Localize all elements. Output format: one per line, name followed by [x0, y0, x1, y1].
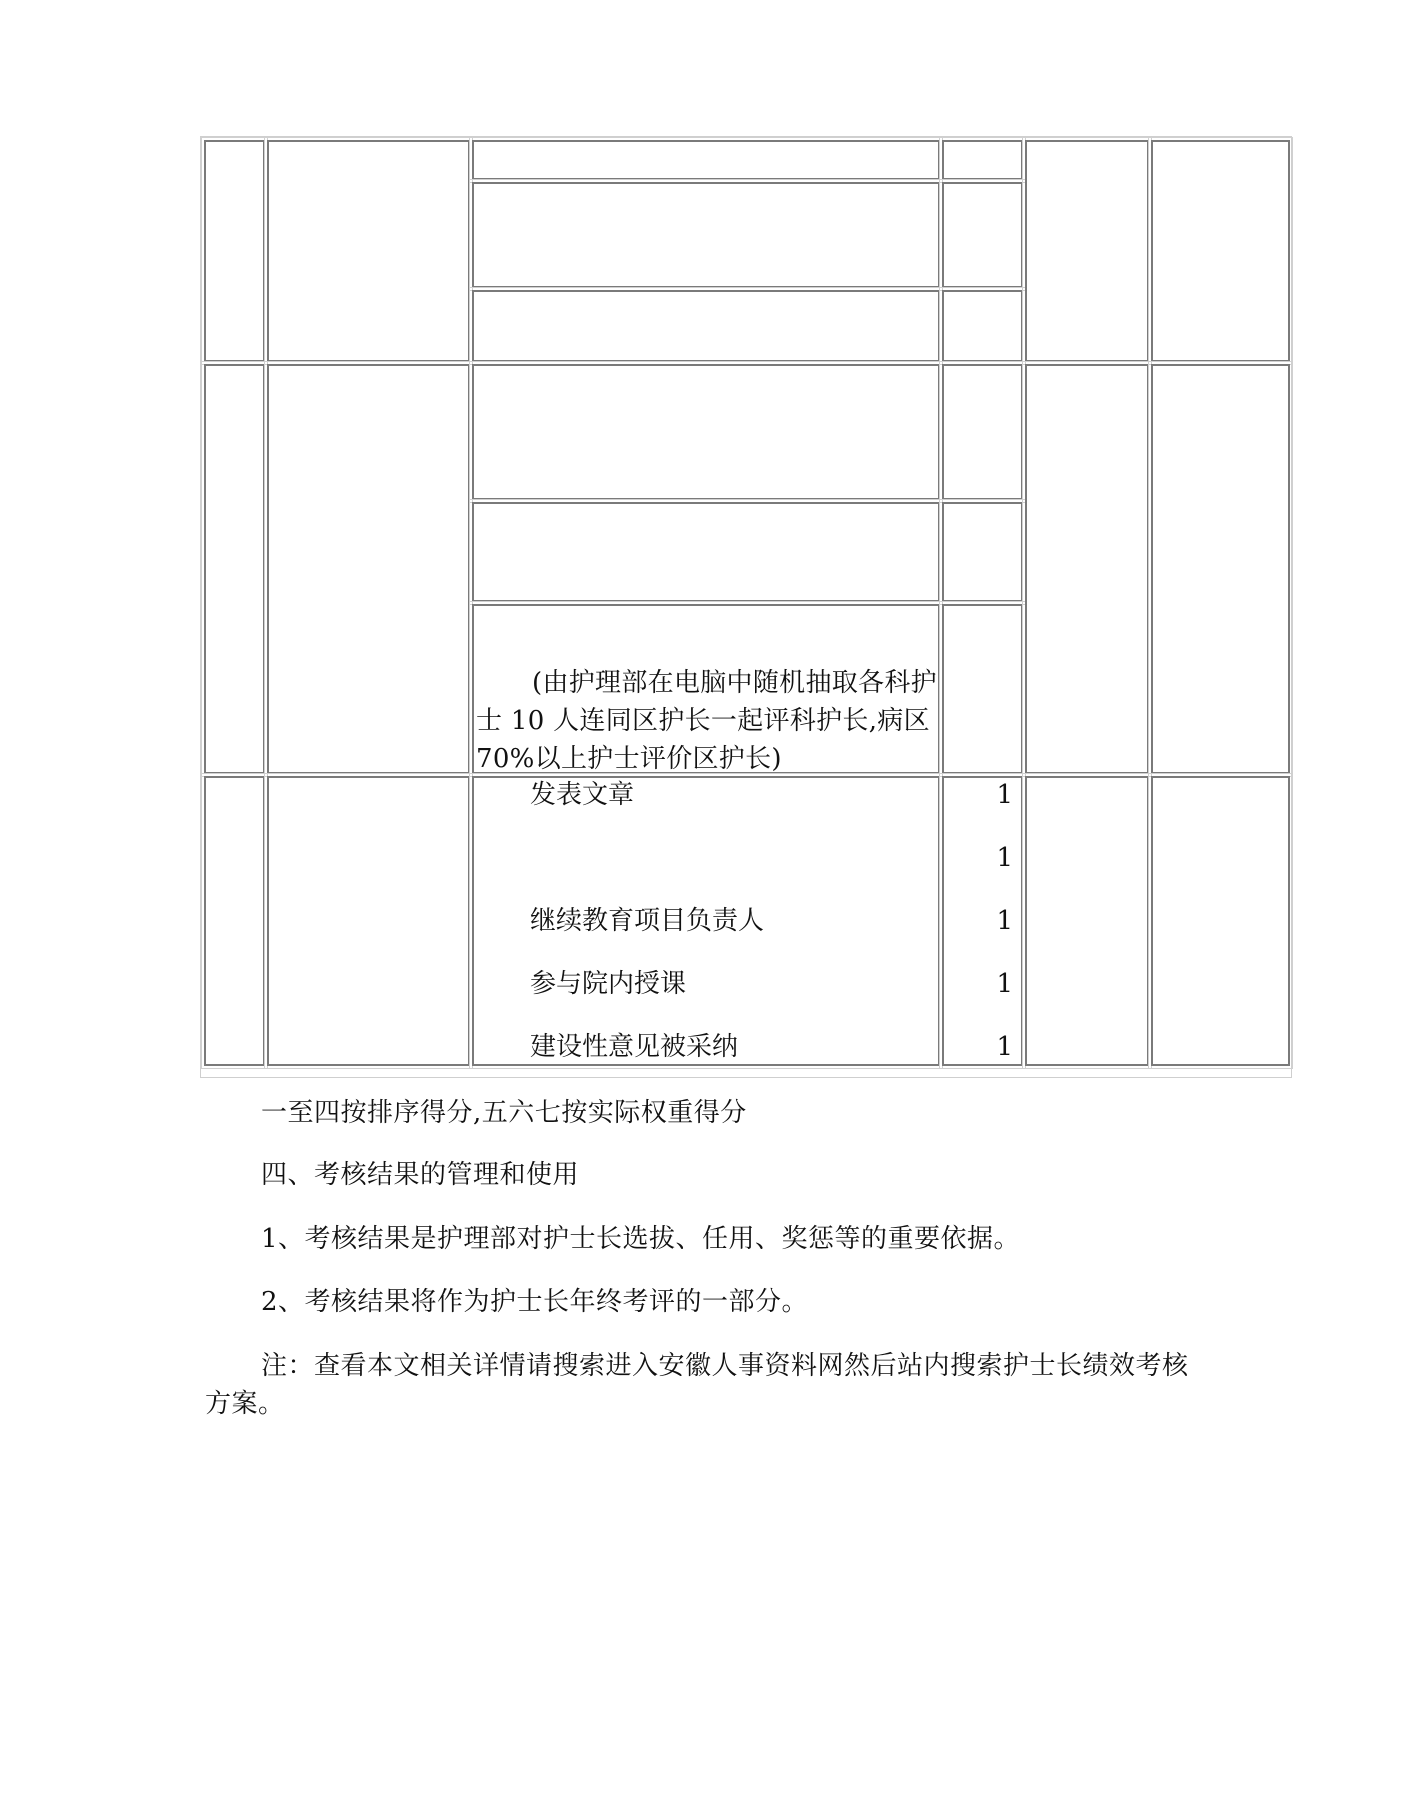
item-label: 发表文章 — [530, 780, 635, 810]
item-score: 1 — [996, 843, 1013, 873]
table-cell — [942, 290, 1023, 362]
item-label: 继续教育项目负责人 — [530, 906, 765, 936]
table-cell — [1025, 364, 1149, 774]
table-cell-note — [472, 604, 940, 774]
table-cell — [267, 776, 470, 1066]
section-heading: 四、考核结果的管理和使用 — [261, 1160, 580, 1190]
item-score: 1 — [996, 969, 1013, 999]
item-score: 1 — [996, 1032, 1013, 1062]
table-cell — [1151, 776, 1290, 1066]
table-cell — [942, 604, 1023, 774]
table-cell-items — [472, 776, 940, 1066]
item-score: 1 — [996, 780, 1013, 810]
table-cell — [1025, 776, 1149, 1066]
paragraph: 2、考核结果将作为护士长年终考评的一部分。 — [261, 1287, 809, 1317]
table-cell — [1151, 140, 1290, 362]
table-cell — [204, 364, 265, 774]
table-cell — [472, 182, 940, 288]
table-cell — [472, 364, 940, 500]
paragraph: 1、考核结果是护理部对护士长选拔、任用、奖惩等的重要依据。 — [261, 1224, 1021, 1254]
table-cell — [267, 364, 470, 774]
item-label: 建设性意见被采纳 — [530, 1032, 739, 1062]
table-cell — [204, 140, 265, 362]
item-score: 1 — [996, 906, 1013, 936]
table-cell — [942, 140, 1023, 180]
table-cell — [472, 502, 940, 602]
footnote: 注：查看本文相关详情请搜索进入安徽人事资料网然后站内搜索护士长绩效考核方案。 — [205, 1351, 1189, 1419]
table-cell — [267, 140, 470, 362]
item-label: 参与院内授课 — [530, 969, 687, 999]
table-cell — [942, 182, 1023, 288]
evaluation-note: (由护理部在电脑中随机抽取各科护士 10 人连同区护长一起评科护长,病区 70%以上护士评价区护长) — [476, 668, 937, 774]
table-cell — [942, 502, 1023, 602]
table-cell — [472, 290, 940, 362]
table-cell-scores — [942, 776, 1023, 1066]
assessment-table — [200, 136, 1292, 1078]
table-cell — [1025, 140, 1149, 362]
table-cell — [942, 364, 1023, 500]
table-cell — [1151, 364, 1290, 774]
table-cell — [472, 140, 940, 180]
table-cell — [204, 776, 265, 1066]
scoring-note: 一至四按排序得分,五六七按实际权重得分 — [261, 1098, 747, 1128]
